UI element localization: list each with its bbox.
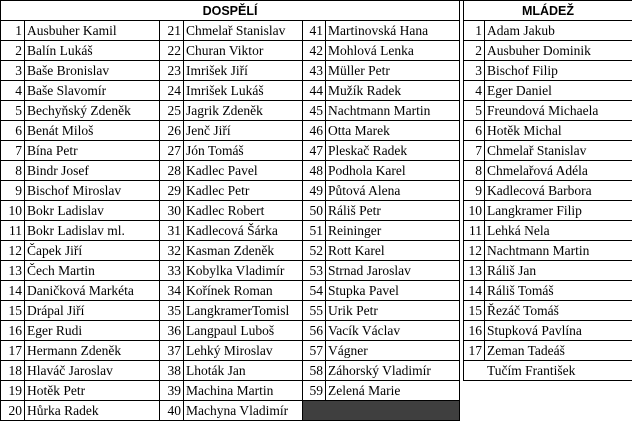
youth-member-name: Chmelařová Adéla	[485, 161, 632, 181]
member-name: Martinovská Hana	[326, 21, 460, 41]
row-number: 12	[1, 241, 25, 261]
row-number: 33	[160, 261, 184, 281]
member-name: Kadlec Petr	[184, 181, 303, 201]
row-number: 30	[160, 201, 184, 221]
row-number: 2	[1, 41, 25, 61]
row-number: 53	[303, 261, 326, 281]
row-number: 49	[303, 181, 326, 201]
member-name: Bína Petr	[25, 141, 160, 161]
member-name: Daničková Markéta	[25, 281, 160, 301]
row-number: 29	[160, 181, 184, 201]
empty-space	[463, 381, 632, 401]
member-name: Vacík Václav	[326, 321, 460, 341]
youth-member-name: Stupková Pavlína	[485, 321, 632, 341]
member-name: Hlaváč Jaroslav	[25, 361, 160, 381]
member-name: Benát Miloš	[25, 121, 160, 141]
member-name: Mohlová Lenka	[326, 41, 460, 61]
row-number: 15	[463, 301, 485, 321]
row-number: 28	[160, 161, 184, 181]
member-name: Jagrik Zdeněk	[184, 101, 303, 121]
member-name: Jenč Jiří	[184, 121, 303, 141]
youth-member-name: Eger Daniel	[485, 81, 632, 101]
row-number: 54	[303, 281, 326, 301]
member-name: Stupka Pavel	[326, 281, 460, 301]
row-number: 5	[1, 101, 25, 121]
member-name: Hotěk Petr	[25, 381, 160, 401]
youth-member-name: Freundová Michaela	[485, 101, 632, 121]
member-name: Pleskač Radek	[326, 141, 460, 161]
row-number: 13	[1, 261, 25, 281]
row-number: 22	[160, 41, 184, 61]
member-name: Machyna Vladimír	[184, 401, 303, 421]
row-number: 4	[1, 81, 25, 101]
row-number: 18	[1, 361, 25, 381]
member-name: Drápal Jiří	[25, 301, 160, 321]
member-name: Churan Viktor	[184, 41, 303, 61]
row-number: 41	[303, 21, 326, 41]
row-number: 43	[303, 61, 326, 81]
youth-member-name: Chmelař Stanislav	[485, 141, 632, 161]
row-number: 45	[303, 101, 326, 121]
row-number: 47	[303, 141, 326, 161]
member-name: Kadlecová Šárka	[184, 221, 303, 241]
member-name: Rott Karel	[326, 241, 460, 261]
row-number: 20	[1, 401, 25, 421]
row-number: 59	[303, 381, 326, 401]
row-number: 42	[303, 41, 326, 61]
youth-member-name: Ráliš Tomáš	[485, 281, 632, 301]
row-number: 13	[463, 261, 485, 281]
youth-member-name: Langkramer Filip	[485, 201, 632, 221]
member-name: Čapek Jiří	[25, 241, 160, 261]
row-number: 52	[303, 241, 326, 261]
youth-header: MLÁDEŽ	[463, 0, 632, 21]
member-name: Záhorský Vladimír	[326, 361, 460, 381]
row-number: 35	[160, 301, 184, 321]
member-name: Imrišek Jiří	[184, 61, 303, 81]
youth-member-name: Adam Jakub	[485, 21, 632, 41]
row-number: 31	[160, 221, 184, 241]
youth-member-name: Kadlecová Barbora	[485, 181, 632, 201]
row-number: 16	[463, 321, 485, 341]
member-name: Vágner	[326, 341, 460, 361]
row-number: 17	[463, 341, 485, 361]
row-number: 9	[1, 181, 25, 201]
row-number: 27	[160, 141, 184, 161]
row-number: 39	[160, 381, 184, 401]
member-name: Ráliš Petr	[326, 201, 460, 221]
row-number: 36	[160, 321, 184, 341]
row-number: 4	[463, 81, 485, 101]
member-name: Kořínek Roman	[184, 281, 303, 301]
row-number: 40	[160, 401, 184, 421]
member-name: Nachtmann Martin	[326, 101, 460, 121]
member-name: Eger Rudi	[25, 321, 160, 341]
member-name: Chmelař Stanislav	[184, 21, 303, 41]
member-name: Ausbuher Kamil	[25, 21, 160, 41]
adults-header: DOSPĚLÍ	[1, 0, 460, 21]
row-number: 8	[463, 161, 485, 181]
row-number: 7	[463, 141, 485, 161]
member-name: Hůrka Radek	[25, 401, 160, 421]
youth-member-name: Nachtmann Martin	[485, 241, 632, 261]
member-name: Langpaul Luboš	[184, 321, 303, 341]
empty-space	[463, 401, 632, 421]
row-number: 34	[160, 281, 184, 301]
youth-member-name: Lehká Nela	[485, 221, 632, 241]
youth-member-name: Bischof Filip	[485, 61, 632, 81]
member-name: Bindr Josef	[25, 161, 160, 181]
row-number: 16	[1, 321, 25, 341]
youth-member-name: Ausbuher Dominik	[485, 41, 632, 61]
member-name: Lhoták Jan	[184, 361, 303, 381]
row-number: 3	[1, 61, 25, 81]
row-number: 26	[160, 121, 184, 141]
row-number: 6	[463, 121, 485, 141]
member-name: Kasman Zdeněk	[184, 241, 303, 261]
member-name: Machina Martin	[184, 381, 303, 401]
row-number: 58	[303, 361, 326, 381]
member-name: Baše Slavomír	[25, 81, 160, 101]
row-number: 56	[303, 321, 326, 341]
row-number: 6	[1, 121, 25, 141]
row-number: 12	[463, 241, 485, 261]
member-name: Hermann Zdeněk	[25, 341, 160, 361]
row-number: 1	[1, 21, 25, 41]
member-name: Podhola Karel	[326, 161, 460, 181]
row-number: 46	[303, 121, 326, 141]
row-number: 24	[160, 81, 184, 101]
member-name: Müller Petr	[326, 61, 460, 81]
member-name: Kadlec Robert	[184, 201, 303, 221]
member-name: Bokr Ladislav ml.	[25, 221, 160, 241]
row-number: 2	[463, 41, 485, 61]
row-number: 15	[1, 301, 25, 321]
member-name: LangkramerTomisl	[184, 301, 303, 321]
member-name: Mužík Radek	[326, 81, 460, 101]
row-number: 14	[1, 281, 25, 301]
row-number: 38	[160, 361, 184, 381]
row-number: 44	[303, 81, 326, 101]
youth-member-name: Tučím František	[485, 361, 632, 381]
row-number: 50	[303, 201, 326, 221]
member-name: Čech Martin	[25, 261, 160, 281]
youth-member-name: Ráliš Jan	[485, 261, 632, 281]
member-name: Baše Bronislav	[25, 61, 160, 81]
member-name: Kobylka Vladimír	[184, 261, 303, 281]
row-number: 51	[303, 221, 326, 241]
row-number: 5	[463, 101, 485, 121]
row-number: 48	[303, 161, 326, 181]
member-name: Imrišek Lukáš	[184, 81, 303, 101]
row-number: 3	[463, 61, 485, 81]
member-name: Otta Marek	[326, 121, 460, 141]
member-name: Strnad Jaroslav	[326, 261, 460, 281]
row-number: 11	[463, 221, 485, 241]
row-number: 14	[463, 281, 485, 301]
row-number: 7	[1, 141, 25, 161]
member-name: Lehký Miroslav	[184, 341, 303, 361]
row-number: 17	[1, 341, 25, 361]
member-name: Urik Petr	[326, 301, 460, 321]
member-name: Kadlec Pavel	[184, 161, 303, 181]
youth-member-name: Řezáč Tomáš	[485, 301, 632, 321]
youth-member-name: Hotěk Michal	[485, 121, 632, 141]
row-number: 55	[303, 301, 326, 321]
youth-member-name: Zeman Tadeáš	[485, 341, 632, 361]
row-number: 8	[1, 161, 25, 181]
member-name: Bischof Miroslav	[25, 181, 160, 201]
member-name: Bechyňský Zdeněk	[25, 101, 160, 121]
member-name: Bokr Ladislav	[25, 201, 160, 221]
row-number: 25	[160, 101, 184, 121]
member-name: Jón Tomáš	[184, 141, 303, 161]
row-number: 11	[1, 221, 25, 241]
row-number: 32	[160, 241, 184, 261]
row-number: 21	[160, 21, 184, 41]
row-number: 37	[160, 341, 184, 361]
row-number: 1	[463, 21, 485, 41]
member-name: Balín Lukáš	[25, 41, 160, 61]
member-name: Zelená Marie	[326, 381, 460, 401]
row-number	[463, 361, 485, 381]
row-number: 10	[463, 201, 485, 221]
row-number: 9	[463, 181, 485, 201]
row-number: 23	[160, 61, 184, 81]
row-number: 10	[1, 201, 25, 221]
row-number: 57	[303, 341, 326, 361]
member-name: Půtová Alena	[326, 181, 460, 201]
member-name: Reininger	[326, 221, 460, 241]
empty-cell	[303, 401, 460, 421]
row-number: 19	[1, 381, 25, 401]
